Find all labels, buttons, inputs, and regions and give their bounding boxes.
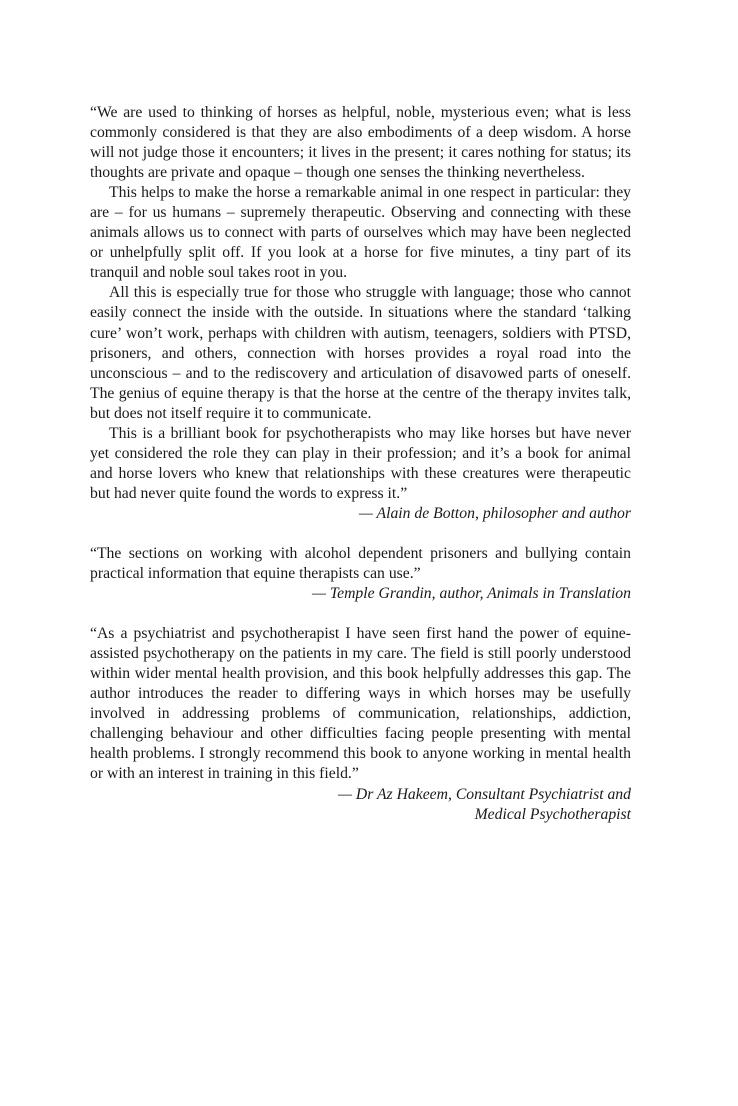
- section-spacer: [90, 604, 631, 624]
- quote-paragraph: This is a brilliant book for psychotherapists who may like horses but have never yet considered the role they can play in their profession; and it’s a book for animal and horse lovers who knew that relationships with these creatures were therapeutic but had never quite found the words to express it.”: [90, 424, 631, 502]
- endorsement-az-hakeem: [90, 624, 631, 824]
- endorsement-temple-grandin: [90, 544, 631, 604]
- quote-paragraph: This helps to make the horse a remarkable animal in one respect in particular: they are – for us humans – supremely therapeutic. Observing and connecting with these animals allows us to connect with parts of ourselves which may have been neglected or unhelpfully split off. If you look at a horse for five minutes, a tiny part of its tranquil and noble soul takes root in you.: [90, 184, 631, 282]
- quote-paragraph: “The sections on working with alcohol dependent prisoners and bullying contain practical information that equine therapists can use.”: [90, 544, 631, 583]
- quote-paragraph: “As a psychiatrist and psychotherapist I have seen first hand the power of equine-assisted psychotherapy on the patients in my care. The field is still poorly understood within wider mental health provision, and this book helpfully addresses this gap. The author introduces the reader to differing ways in which horses may be usefully involved in addressing problems of communication, relationships, addiction, challenging behaviour and other difficulties facing people presenting with mental health problems. I strongly recommend this book to anyone working in mental health or with an interest in training in this field.”: [90, 625, 631, 783]
- endorsements-page: [90, 103, 631, 825]
- quote-attribution: — Dr Az Hakeem, Consultant Psychiatrist and: [338, 785, 631, 803]
- quote-paragraph: All this is especially true for those who struggle with language; those who cannot easily connect the inside with the outside. In situations where the standard ‘talking cure’ won’t work, perhaps with children with autism, teenagers, soldiers with PTSD, prisoners, and others, connection with horses provides a royal road into the unconscious – and to the rediscovery and articulation of disavowed parts of oneself. The genius of equine therapy is that the horse at the centre of the therapy invites talk, but does not itself require it to communicate.: [90, 284, 631, 422]
- endorsement-alain-de-botton: [90, 103, 631, 524]
- quote-attribution: — Temple Grandin, author, Animals in Translation: [311, 585, 631, 603]
- section-spacer: [90, 524, 631, 544]
- quote-attribution: Medical Psychotherapist: [474, 805, 631, 823]
- quote-paragraph: “We are used to thinking of horses as helpful, noble, mysterious even; what is less commonly considered is that they are also embodiments of a deep wisdom. A horse will not judge those it encounters; it lives in the present; it cares nothing for status; its thoughts are private and opaque – though one senses the thinking nevertheless.: [90, 104, 631, 182]
- quote-attribution: — Alain de Botton, philosopher and author: [358, 504, 631, 522]
